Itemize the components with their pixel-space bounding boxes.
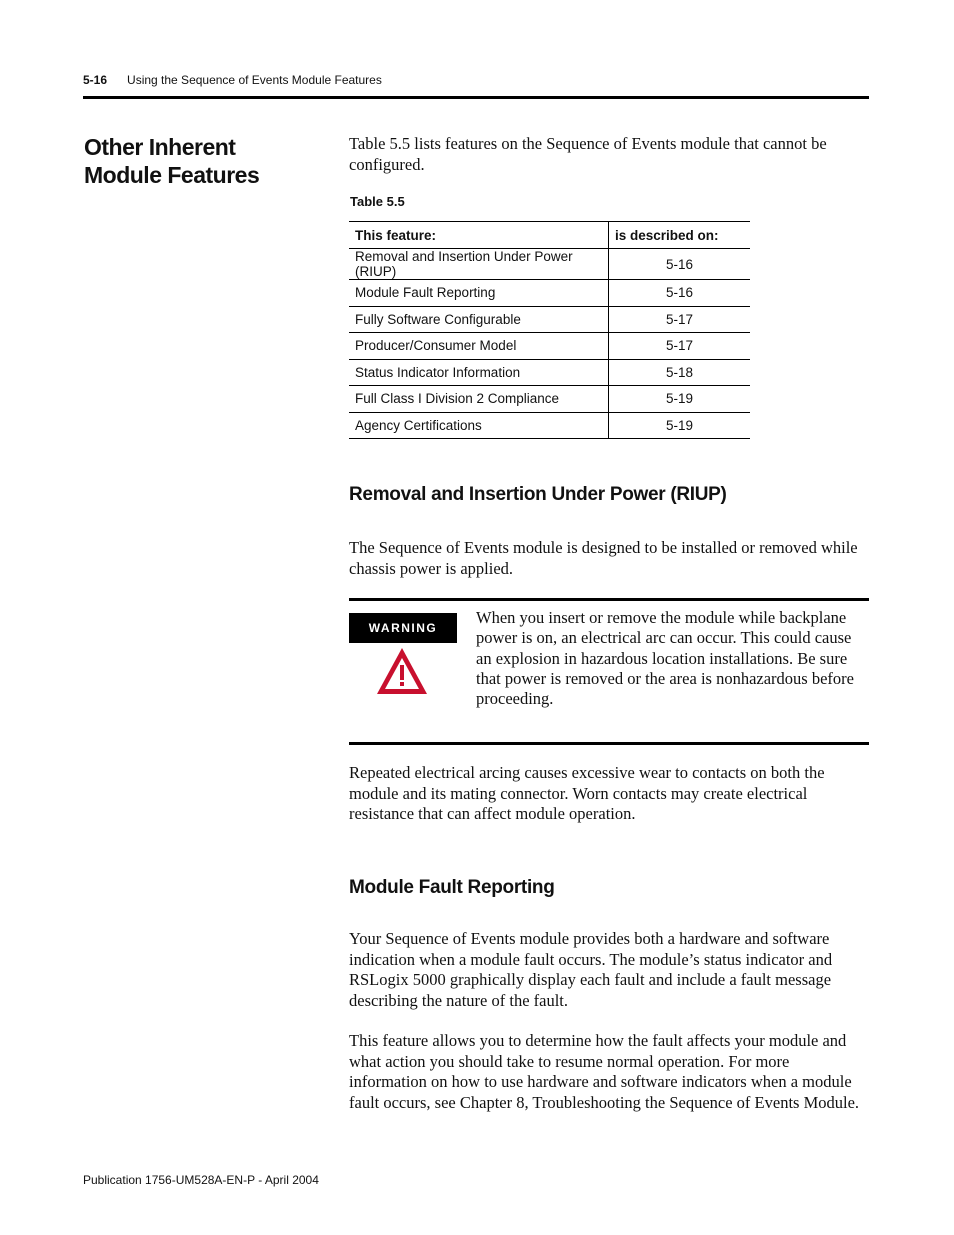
running-header [83, 73, 382, 87]
section-title-line2: Module Features [84, 162, 260, 188]
warning-rule-bottom [349, 742, 869, 745]
table-cell-feature: Module Fault Reporting [349, 280, 609, 307]
table-row [349, 412, 750, 439]
table-row [349, 386, 750, 413]
table-caption: Table 5.5 [350, 194, 405, 209]
table-row [349, 333, 750, 360]
page-number: 5-16 [83, 73, 108, 87]
fault-heading: Module Fault Reporting [349, 877, 555, 898]
table-cell-page: 5-18 [609, 359, 751, 386]
warning-text: When you insert or remove the module while backplane power is on, an electrical arc can occur. This could cause an explosion in hazardous location installations. Be sure that power is removed or the area is nonhazardous before proceeding. [476, 608, 854, 709]
fault-paragraph-2: This feature allows you to determine how the fault affects your module and what action you should take to resume normal operation. For more information on how to use hardware and software indicators when a module fault occurs, see Chapter 8, Troubleshooting the Sequence of Events Module. [349, 1031, 860, 1112]
table-row [349, 306, 750, 333]
table-cell-feature: Status Indicator Information [349, 359, 609, 386]
table-header-page: is described on: [609, 222, 751, 249]
table-cell-feature: Removal and Insertion Under Power (RIUP) [349, 249, 609, 280]
table-header-row [349, 222, 750, 249]
riup-paragraph-2: Repeated electrical arcing causes excessive wear to contacts on both the module and its mating connector. Worn contacts may create electrical resistance that can affect module operation. [349, 763, 825, 823]
section-title-line1: Other Inherent [84, 134, 236, 160]
warning-triangle-icon [374, 645, 430, 697]
table-row [349, 280, 750, 307]
header-rule [83, 96, 869, 99]
intro-paragraph: Table 5.5 lists features on the Sequence of Events module that cannot be configured. [349, 134, 827, 174]
warning-label: WARNING [349, 613, 457, 643]
table-cell-feature: Agency Certifications [349, 412, 609, 439]
table-cell-feature: Full Class I Division 2 Compliance [349, 386, 609, 413]
section-title [84, 133, 304, 189]
riup-paragraph-1: The Sequence of Events module is designed to be installed or removed while chassis power is applied. [349, 538, 858, 578]
table-row [349, 359, 750, 386]
warning-rule-top [349, 598, 869, 601]
table-cell-page: 5-17 [609, 306, 751, 333]
chapter-title: Using the Sequence of Events Module Features [127, 73, 382, 87]
riup-heading: Removal and Insertion Under Power (RIUP) [349, 484, 727, 505]
table-cell-feature: Producer/Consumer Model [349, 333, 609, 360]
table-cell-page: 5-17 [609, 333, 751, 360]
features-table [349, 221, 750, 439]
footer-publication: Publication 1756-UM528A-EN-P - April 2004 [83, 1173, 319, 1187]
table-header-feature: This feature: [349, 222, 609, 249]
table-cell-page: 5-16 [609, 249, 751, 280]
table-row [349, 249, 750, 280]
table-cell-page: 5-16 [609, 280, 751, 307]
table-cell-page: 5-19 [609, 412, 751, 439]
fault-paragraph-1: Your Sequence of Events module provides both a hardware and software indication when a module fault occurs. The module’s status indicator and RSLogix 5000 graphically display each fault and include a fault message describing the nature of the fault. [349, 929, 833, 1010]
table-cell-page: 5-19 [609, 386, 751, 413]
table-cell-feature: Fully Software Configurable [349, 306, 609, 333]
